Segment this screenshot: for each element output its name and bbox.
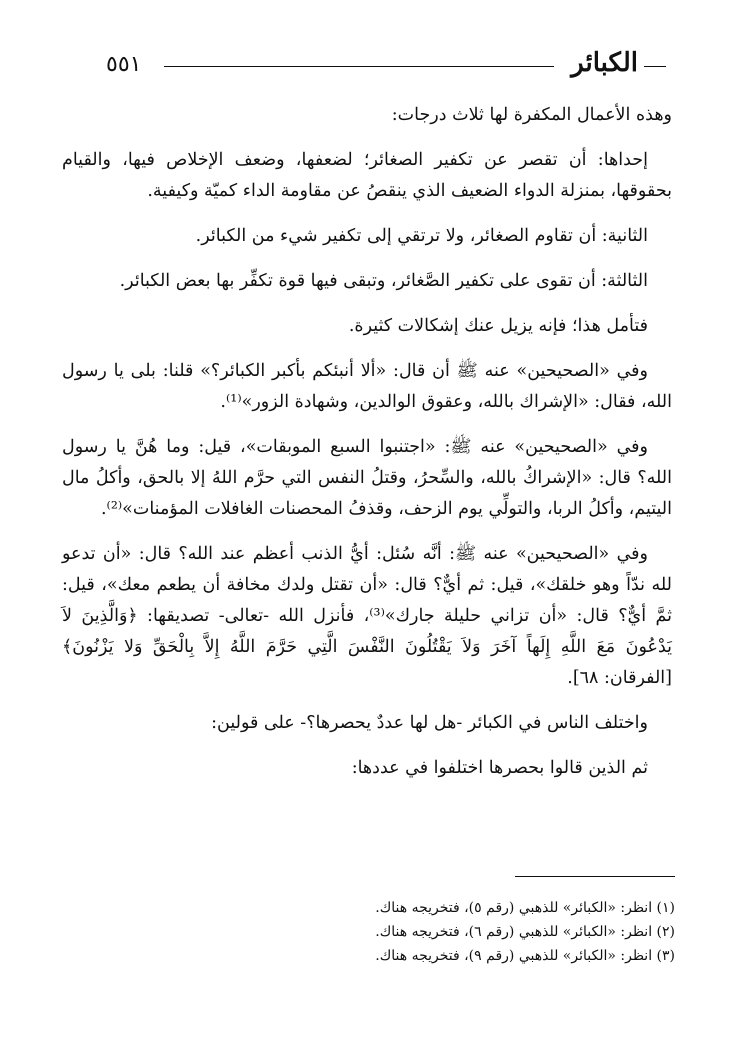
paragraph: الثالثة: أن تقوى على تكفير الصَّغائر، وتبقى فيها قوة تكفِّر بها بعض الكبائر. (119, 271, 648, 291)
page-number: ٥٥١ (106, 52, 142, 77)
paragraph: وفي «الصحيحين» عنه ﷺ: «اجتنبوا السبع الموبقات»، قيل: وما هُنَّ يا رسول الله؟ قال: «الإشراكُ بالله، والسِّحرُ، وقتلُ النفس التي حرَّم اللهُ إلا بالحق، وأكلُ مال اليتيم، وأكلُ الربا، والتولِّي يوم الزحف، وقذفُ المحصنات الغافلات المؤمنات»⁽²⁾. (62, 437, 672, 519)
footnote: (١) انظر: «الكبائر» للذهبي (رقم ٥)، فتخريجه هناك. (375, 900, 675, 916)
footnote-separator (515, 876, 675, 877)
paragraph: وهذه الأعمال المكفرة لها ثلاث درجات: (391, 105, 672, 125)
paragraph: الثانية: أن تقاوم الصغائر، ولا ترتقي إلى تكفير شيء من الكبائر. (195, 226, 648, 246)
paragraph: وفي «الصحيحين» عنه ﷺ: أنَّه سُئل: أيُّ الذنب أعظم عند الله؟ قال: «أن تدعو لله ندّاً وهو خلقك»، قيل: ثم أيٌّ؟ قال: «أن تقتل ولدك مخافة أن يطعم معك»، قيل: ثمَّ أيٌّ؟ قال: «أن تزاني حليلة جارك»⁽³⁾، فأنزل الله -تعالى- تصديقها: ﴿وَالَّذِينَ لاَ يَدْعُونَ مَعَ اللَّهِ إِلَهاً آخَرَ وَلاَ يَقْتُلُونَ النَّفْسَ الَّتِي حَرَّمَ اللَّهُ إِلاَّ بِالْحَقِّ وَلا يَزْنُونَ﴾ [الفرقان: ٦٨]. (62, 544, 672, 688)
footnote: (٣) انظر: «الكبائر» للذهبي (رقم ٩)، فتخريجه هناك. (375, 948, 675, 964)
running-title: الكبائر (571, 48, 638, 78)
footnote: (٢) انظر: «الكبائر» للذهبي (رقم ٦)، فتخريجه هناك. (375, 924, 675, 940)
paragraph: ثم الذين قالوا بحصرها اختلفوا في عددها: (351, 758, 648, 778)
paragraph: فتأمل هذا؛ فإنه يزيل عنك إشكالات كثيرة. (348, 316, 648, 336)
header-rule (164, 66, 554, 67)
page-body (62, 100, 672, 798)
paragraph: واختلف الناس في الكبائر -هل لها عددٌ يحصرها؟- على قولين: (211, 713, 648, 733)
paragraph: وفي «الصحيحين» عنه ﷺ أن قال: «ألا أنبئكم بأكبر الكبائر؟» قلنا: بلى يا رسول الله، فقال: «الإشراك بالله، وعقوق الوالدين، وشهادة الزور»⁽¹⁾. (62, 361, 672, 412)
paragraph: إحداها: أن تقصر عن تكفير الصغائر؛ لضعفها، وضعف الإخلاص فيها، والقيام بحقوقها، بمنزلة الدواء الضعيف الذي ينقصُ عن مقاومة الداء كميّة وكيفية. (62, 150, 672, 201)
page-header (106, 48, 666, 88)
header-dash (644, 66, 666, 67)
footnotes (65, 896, 675, 968)
